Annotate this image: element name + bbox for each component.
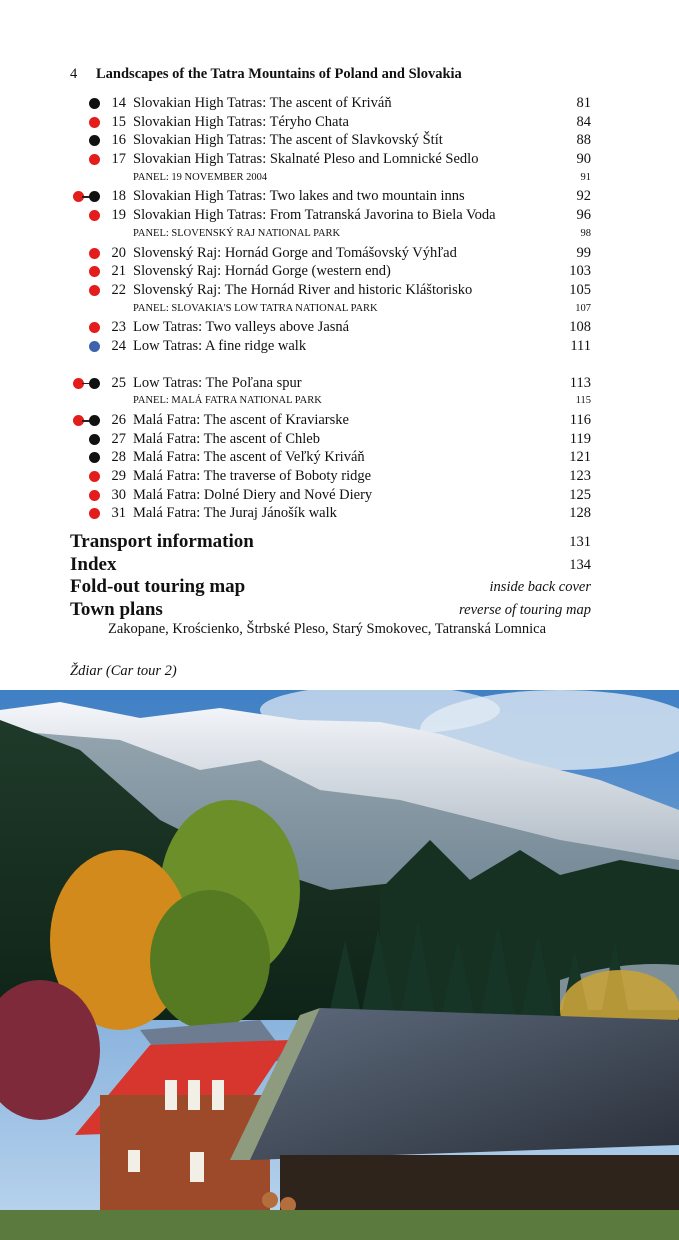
walk-entry: [0, 467, 679, 486]
walk-number: 23: [111, 319, 126, 336]
grade-markers: [64, 486, 104, 505]
grade-markers: [64, 150, 104, 169]
black-grade-dot-icon: [89, 378, 100, 389]
walk-number: 26: [111, 412, 126, 428]
section-entry: [0, 531, 679, 554]
walk-entry: [0, 244, 679, 263]
section-page-ref: 134: [569, 556, 591, 573]
page-ref: 115: [575, 395, 591, 407]
walk-number: 19: [111, 207, 126, 224]
walk-entry: [0, 187, 679, 206]
panel-title: PANEL: SLOVENSKÝ RAJ NATIONAL PARK: [133, 227, 341, 239]
page-ref: 98: [580, 227, 591, 239]
page-ref: 81: [576, 95, 591, 111]
walk-entry: [0, 430, 679, 449]
walk-title: Slovakian High Tatras: The ascent of Kriváň: [133, 95, 392, 111]
page-ref: 105: [569, 281, 591, 298]
walk-number: 27: [111, 430, 126, 447]
walk-title: Low Tatras: A fine ridge walk: [133, 337, 307, 354]
red-grade-dot-icon: [89, 154, 100, 165]
page-ref: 99: [576, 244, 591, 261]
walk-title: Malá Fatra: The Juraj Jánošík walk: [133, 505, 337, 522]
walk-title: Malá Fatra: The ascent of Chleb: [133, 430, 320, 447]
walk-entry: [0, 281, 679, 300]
walk-entry: [0, 374, 679, 393]
walk-number: 30: [111, 486, 126, 503]
page-ref: 111: [570, 337, 591, 354]
back-matter-list: [0, 531, 679, 621]
walk-number: 18: [111, 188, 126, 205]
walk-number: 22: [111, 281, 126, 298]
town-plans-list: Zakopane, Krościenko, Štrbské Pleso, Starý Smokovec, Tatranská Lomnica: [108, 621, 547, 637]
walk-entry: [0, 486, 679, 505]
section-page-ref: 131: [569, 534, 591, 550]
walk-number: 25: [111, 374, 126, 391]
walk-title: Malá Fatra: The traverse of Boboty ridge: [133, 468, 372, 485]
walk-title: Malá Fatra: The ascent of Kraviarske: [133, 412, 349, 428]
walk-entry: [0, 150, 679, 169]
page-ref: 90: [576, 151, 591, 168]
page-ref: 91: [580, 171, 591, 183]
page-ref: 96: [576, 207, 591, 224]
walk-entry: [0, 504, 679, 523]
walk-number: 14: [111, 95, 126, 111]
black-grade-dot-icon: [89, 98, 100, 109]
walk-entry: [0, 113, 679, 132]
zdiar-landscape-photo: [0, 690, 679, 1240]
walk-title: Malá Fatra: Dolné Diery and Nové Diery: [133, 486, 373, 503]
section-entry: [0, 554, 679, 577]
walk-title: Slovakian High Tatras: Skalnaté Pleso and Lomnické Sedlo: [133, 151, 479, 168]
walk-title: Slovenský Raj: The Hornád River and historic Kláštorisko: [133, 281, 473, 298]
walk-entry: [0, 94, 679, 113]
blue-grade-dot-icon: [89, 341, 100, 352]
grade-markers: [64, 318, 104, 337]
walk-title: Slovenský Raj: Hornád Gorge (western end): [133, 263, 391, 280]
grade-markers: [64, 504, 104, 523]
book-title: Landscapes of the Tatra Mountains of Poland and Slovakia: [96, 66, 462, 82]
walk-title: Low Tatras: The Poľana spur: [133, 374, 302, 391]
panel-entry: [0, 169, 679, 188]
walk-number: 16: [111, 132, 126, 149]
grade-markers: [64, 281, 104, 300]
page-ref: 92: [576, 188, 591, 205]
section-title: Transport information: [70, 531, 254, 552]
section-title: Town plans: [70, 598, 163, 620]
walk-entry: [0, 337, 679, 356]
black-grade-dot-icon: [89, 434, 100, 445]
page-number: 4: [70, 66, 78, 82]
walk-entry: [0, 131, 679, 150]
grade-markers: [64, 262, 104, 281]
page-ref: 119: [569, 430, 591, 447]
walk-title: Slovakian High Tatras: The ascent of Slavkovský Štít: [133, 132, 443, 149]
page-ref: 128: [569, 505, 591, 522]
black-grade-dot-icon: [89, 135, 100, 146]
red-grade-dot-icon: [89, 471, 100, 482]
walk-number: 20: [111, 244, 126, 261]
walk-title: Low Tatras: Two valleys above Jasná: [133, 319, 350, 336]
black-grade-dot-icon: [89, 191, 100, 202]
grade-markers: [64, 113, 104, 132]
red-grade-dot-icon: [89, 508, 100, 519]
walk-title: Malá Fatra: The ascent of Veľký Kriváň: [133, 449, 365, 466]
page-ref: 121: [569, 449, 591, 466]
red-grade-dot-icon: [89, 322, 100, 333]
walk-number: 21: [111, 263, 126, 280]
section-entry: [0, 576, 679, 599]
walk-number: 31: [111, 505, 126, 522]
running-header: [70, 66, 462, 83]
contents-list: [0, 94, 679, 523]
section-page-ref: inside back cover: [489, 579, 591, 595]
panel-entry: [0, 392, 679, 411]
grade-markers: [64, 448, 104, 467]
panel-entry: [0, 225, 679, 244]
walk-number: 29: [111, 468, 126, 485]
walk-title: Slovakian High Tatras: Two lakes and two mountain inns: [133, 188, 465, 205]
grade-markers: [64, 244, 104, 263]
page-ref: 125: [569, 486, 591, 503]
walk-number: 17: [111, 151, 126, 168]
grade-markers: [64, 337, 104, 356]
walk-entry: [0, 411, 679, 430]
page-ref: 113: [569, 374, 591, 391]
grade-markers: [64, 94, 104, 113]
panel-title: PANEL: SLOVAKIA'S LOW TATRA NATIONAL PARK: [133, 302, 378, 314]
walk-title: Slovakian High Tatras: From Tatranská Javorina to Biela Voda: [133, 207, 496, 224]
section-entry: [0, 599, 679, 622]
panel-entry: [0, 300, 679, 319]
walk-entry: [0, 206, 679, 225]
walk-entry: [0, 318, 679, 337]
grade-markers: [64, 411, 104, 430]
black-grade-dot-icon: [89, 452, 100, 463]
page-ref: 108: [569, 319, 591, 336]
page-ref: 116: [569, 412, 591, 428]
section-title: Index: [70, 553, 117, 575]
red-grade-dot-icon: [89, 285, 100, 296]
photo-caption: Ždiar (Car tour 2): [70, 663, 177, 679]
grade-markers: [64, 131, 104, 150]
walk-number: 28: [111, 449, 126, 466]
walk-entry: [0, 448, 679, 467]
red-grade-dot-icon: [89, 248, 100, 259]
grade-markers: [64, 467, 104, 486]
walk-number: 24: [111, 337, 126, 354]
page-ref: 88: [576, 132, 591, 149]
panel-title: PANEL: 19 NOVEMBER 2004: [133, 171, 268, 183]
page-ref: 107: [575, 302, 591, 314]
page-ref: 84: [576, 113, 591, 130]
page-ref: 103: [569, 263, 591, 280]
walk-title: Slovenský Raj: Hornád Gorge and Tomášovský Výhľad: [133, 244, 457, 261]
section-title: Fold-out touring map: [70, 576, 246, 597]
grade-markers: [64, 187, 104, 206]
red-grade-dot-icon: [89, 266, 100, 277]
grade-markers: [64, 206, 104, 225]
walk-entry: [0, 262, 679, 281]
section-page-ref: reverse of touring map: [459, 601, 591, 618]
page-ref: 123: [569, 468, 591, 485]
red-grade-dot-icon: [89, 210, 100, 221]
grade-markers: [64, 430, 104, 449]
black-grade-dot-icon: [89, 415, 100, 426]
panel-title: PANEL: MALÁ FATRA NATIONAL PARK: [133, 395, 322, 407]
grade-markers: [64, 374, 104, 393]
red-grade-dot-icon: [89, 117, 100, 128]
walk-number: 15: [111, 113, 126, 130]
walk-title: Slovakian High Tatras: Téryho Chata: [133, 113, 349, 130]
red-grade-dot-icon: [89, 490, 100, 501]
